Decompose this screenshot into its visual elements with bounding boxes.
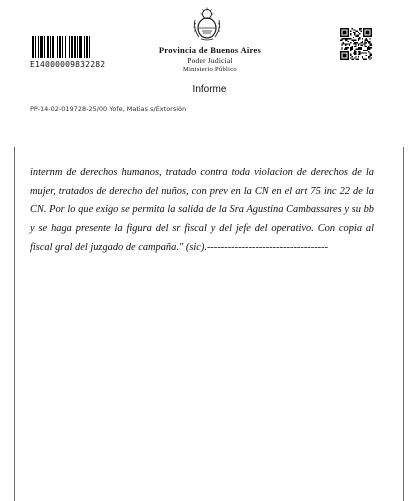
- document-title: Informe: [192, 84, 227, 95]
- org-power: Poder Judicial: [187, 56, 233, 65]
- barcode-number: E14000009832282: [30, 60, 106, 69]
- organization-header: [120, 45, 300, 73]
- org-ministry: Ministerio Público: [183, 66, 237, 73]
- coat-of-arms-icon: [189, 7, 225, 41]
- body-paragraph: internm de derechos humanos, tratado contra toda violacion de derechos de la mujer, tratados de derecho del nuños, con prev en la CN en el art 75 inc 22 de la CN. Por lo que exigo se permita la salida de la Sra Agustina Cambassares y su bb y se haga presente la figura del sr fiscal y del jefe del operativo. Con copia al fiscal gral del juzgado de campaña." (sic).-----------------------------------: [30, 167, 374, 253]
- org-province: Provincia de Buenos Aires: [158, 45, 262, 55]
- page-border-left: [14, 147, 15, 501]
- barcode-icon: [32, 36, 104, 58]
- qr-code-icon: [340, 28, 372, 60]
- page-border-right: [403, 147, 404, 501]
- barcode-block: [30, 36, 108, 69]
- case-reference: PP-14-02-019728-25/00 Yofe, Matias s/Extorsión: [30, 105, 187, 113]
